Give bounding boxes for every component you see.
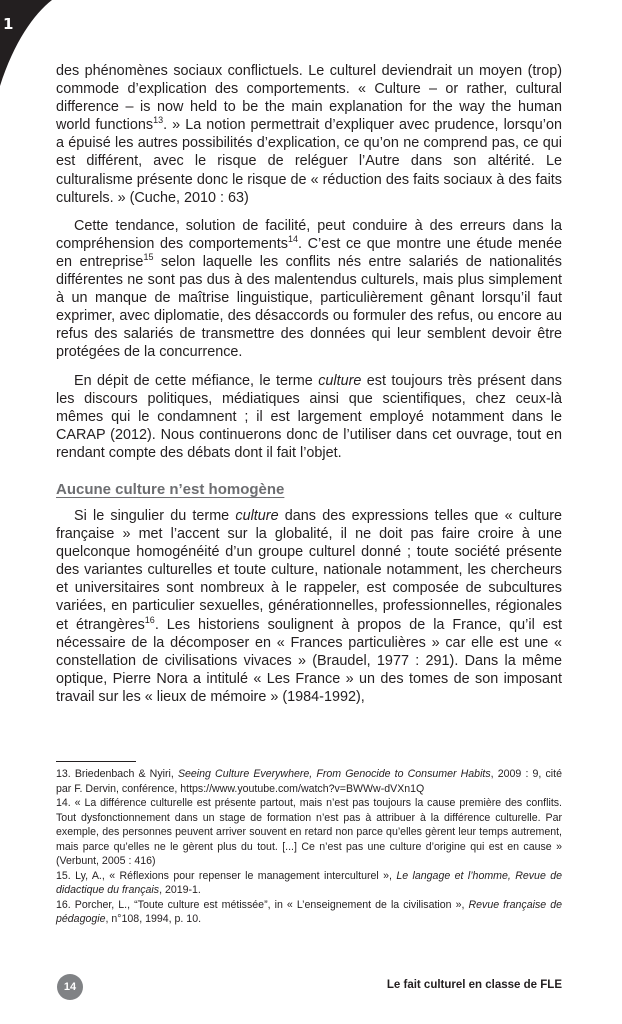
paragraph-4-text-a: Si le singulier du terme: [74, 507, 236, 524]
paragraph-1-text-a: des phénomènes sociaux conflictuels. Le culturel deviendrait un moyen (trop) commode d’explication des comportements. « Culture – or rather, cultural difference – is now held to be the main explanation for the way the human world functions: [56, 63, 562, 134]
footnote-14: 14. « La différence culturelle est présente partout, mais n’est pas toujours la cause première des conflits. Tout dysfonctionnement dans un stage de formation n’est pas à attribuer à la différence culturelle. Par exemple, des personnes peuvent arriver souvent en retard non parce qu’elles gèrent leur temps autrement, mais parce qu’elles ne le gèrent plus du tout. [...] Ce n’est pas une culture d’origine qui est en cause » (Verbunt, 2005 : 416): [56, 797, 562, 867]
paragraph-3-text-a: En dépit de cette méfiance, le terme: [74, 372, 319, 389]
paragraph-4-text-b: dans des expressions telles que « culture française » met l’accent sur la globalité, il ne doit pas faire croire à une quelconque homogénéité d’un groupe culturel donné ; toute société présente des variantes culturelles et toute culture, nationale notamment, les chercheurs et universitaires sont nombreux à le rappeler, est composée de subcultures variées, en particulier sexuelles, générationnelles, professionnelles, régionales et étrangères: [56, 507, 562, 633]
footnote-13-text-b: , 2009 : 9, cité par F. Dervin, conférence, https://www.youtube.com/watch?v=BWWw-dVXn1Q: [56, 768, 562, 795]
footnote-ref-14[interactable]: 14: [287, 234, 298, 245]
paragraph-4-text-c: . Les historiens soulignent à propos de la France, qu’il est nécessaire de la décomposer en « Frances particulières » car elle est une « constellation de civilisations vivaces » (Braudel, 1977 : 291). Dans la même optique, Pierre Nora a intitulé « Les France » un des tomes de son imposant travail sur les « lieux de mémoire » (1984-1992),: [56, 616, 562, 705]
paragraph-2-text-b: . C’est ce que montre une étude menée en entreprise: [56, 235, 562, 270]
footnote-13: [56, 767, 562, 796]
footnote-ref-16[interactable]: 16: [144, 614, 155, 625]
running-footer-title: Le fait culturel en classe de FLE: [386, 979, 562, 991]
paragraph-4: [56, 507, 562, 706]
paragraph-1-text-b: . » La notion permettrait d’expliquer avec prudence, lorsqu’on a épuisé les autres possibilités d’explication, ce qu’on ne comprend pas, ce qui est différent, avec le risque de reléguer l’Autre dans son altérité. Le culturalisme présente donc le risque de « réduction des faits sociaux à des faits culturels. » (Cuche, 2010 : 63): [56, 117, 562, 206]
paragraph-3-emphasis: culture: [318, 372, 362, 389]
footnote-13-text-a: 13. Briedenbach & Nyiri,: [56, 768, 178, 780]
footnote-16-title: Revue française de pédagogie: [56, 898, 563, 925]
footnote-15-text-b: , 2019-1.: [159, 884, 201, 896]
footnote-15: [56, 869, 562, 898]
chapter-number: 1: [3, 15, 14, 33]
footnote-ref-15[interactable]: 15: [143, 252, 154, 263]
footnote-16-text-a: 16. Porcher, L., “Toute culture est métissée”, in « L’enseignement de la civilisation »,: [56, 898, 469, 911]
footnote-divider: [56, 761, 136, 762]
section-heading: Aucune culture n’est homogène: [56, 480, 285, 498]
page-number-badge: 14: [57, 974, 83, 1000]
main-content: [56, 62, 562, 706]
paragraph-2-text-c: selon laquelle les conflits nés entre salariés de nationalités différentes ne sont pas dus à des malentendus culturels, mais plus simplement à un manque de maîtrise linguistique, particulièrement gênant lorsqu’il faut exprimer, avec diplomatie, des désaccords ou formuler des refus, ou encore au refus des salariés de transmettre des données qui leur semblent devoir être protégées de la concurrence.: [56, 253, 562, 361]
footnote-16: [56, 898, 562, 927]
paragraph-3: [56, 372, 562, 462]
footnote-16-text-b: , n°108, 1994, p. 10.: [105, 913, 202, 925]
paragraph-3-text-b: est toujours très présent dans les discours politiques, médiatiques ainsi que scientifiques, chez ceux-là mêmes qui le condamnent ; il est largement employé notamment dans le CARAP (2012). Nous continuerons donc de l’utiliser dans cet ouvrage, tout en rendant compte des débats dont il fait l’objet.: [56, 372, 563, 461]
footnote-15-text-a: 15. Ly, A., « Réflexions pour repenser le management interculturel »,: [56, 869, 397, 882]
footnotes: [56, 767, 562, 927]
paragraph-2-text-a: Cette tendance, solution de facilité, peut conduire à des erreurs dans la compréhension des comportements: [56, 217, 562, 252]
paragraph-4-emphasis: culture: [235, 507, 279, 524]
footnote-ref-13[interactable]: 13: [153, 115, 164, 126]
paragraph-1: [56, 62, 562, 207]
footnote-15-title: Le langage et l’homme, Revue de didactique du français: [56, 869, 563, 896]
footnote-13-title: Seeing Culture Everywhere, From Genocide to Consumer Habits: [177, 768, 491, 780]
paragraph-2: [56, 217, 562, 362]
chapter-corner-tab: [0, 0, 52, 86]
